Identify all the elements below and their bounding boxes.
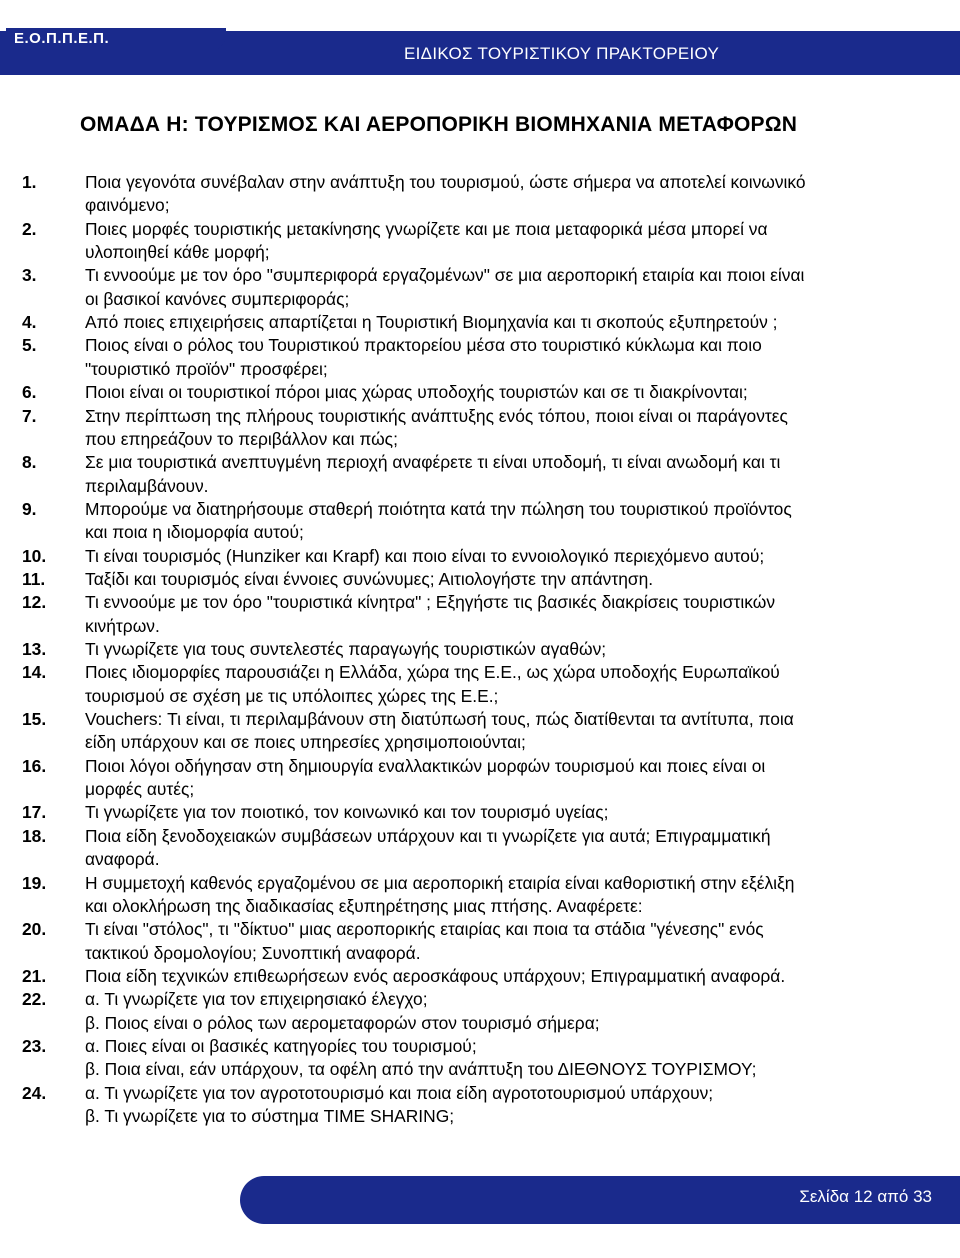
- question-text-line: Τι εννοούμε με τον όρο "συμπεριφορά εργαζομένων" σε μια αεροπορική εταιρία και ποιοι είναι: [85, 265, 805, 286]
- question-number: 7.: [22, 405, 37, 426]
- question-number: 17.: [22, 802, 47, 823]
- question-text-line: Σε μια τουριστικά ανεπτυγμένη περιοχή αναφέρετε τι είναι υποδομή, τι είναι ανωδομή και τι: [85, 452, 781, 473]
- question-number: 9.: [22, 498, 37, 519]
- question-text-line: α. Ποιες είναι οι βασικές κατηγορίες του τουρισμού;: [85, 1035, 477, 1056]
- question-number: 24.: [22, 1082, 47, 1103]
- question-text-line: Από ποιες επιχειρήσεις απαρτίζεται η Τουριστική Βιομηχανία και τι σκοπούς εξυπηρετούν ;: [85, 312, 778, 333]
- question-text-line: φαινόμενο;: [85, 195, 170, 216]
- question-text-line: β. Ποια είναι, εάν υπάρχουν, τα οφέλη από την ανάπτυξη του ΔΙΕΘΝΟΥΣ ΤΟΥΡΙΣΜΟΥ;: [85, 1059, 757, 1080]
- question-text-line: οι βασικοί κανόνες συμπεριφοράς;: [85, 288, 350, 309]
- question-number: 12.: [22, 592, 47, 613]
- question-number: 16.: [22, 755, 47, 776]
- question-text-line: Τι εννοούμε με τον όρο "τουριστικά κίνητρα" ; Εξηγήστε τις βασικές διακρίσεις τουριστικών: [85, 592, 776, 613]
- question-text-line: Ταξίδι και τουρισμός είναι έννοιες συνώνυμες; Αιτιολογήστε την απάντηση.: [85, 568, 654, 589]
- question-number: 2.: [22, 218, 37, 239]
- question-text-line: είδη υπάρχουν και σε ποιες υπηρεσίες χρησιμοποιούνται;: [85, 732, 526, 753]
- question-text-line: Στην περίπτωση της πλήρους τουριστικής ανάπτυξης ενός τόπου, ποιοι είναι οι παράγοντες: [85, 405, 788, 426]
- question-number: 11.: [22, 568, 46, 589]
- question-number: 20.: [22, 919, 47, 940]
- question-text-line: και ολοκλήρωση της διαδικασίας εξυπηρέτησης μιας πτήσης. Αναφέρετε:: [85, 895, 643, 916]
- question-text-line: τακτικού δρομολογίου; Συνοπτική αναφορά.: [85, 942, 421, 963]
- question-text-line: Ποιες ιδιομορφίες παρουσιάζει η Ελλάδα, χώρα της Ε.Ε., ως χώρα υποδοχής Ευρωπαϊκού: [85, 662, 780, 683]
- question-text-line: τουρισμού σε σχέση με τις υπόλοιπες χώρες της Ε.Ε.;: [85, 685, 499, 706]
- question-number: 10.: [22, 545, 47, 566]
- section-title: ΟΜΑΔΑ Η: ΤΟΥΡΙΣΜΟΣ ΚΑΙ ΑΕΡΟΠΟΡΙΚΗ ΒΙΟΜΗΧΑΝΙΑ ΜΕΤΑΦΟΡΩΝ: [80, 113, 798, 136]
- question-text-line: μορφές αυτές;: [85, 779, 195, 800]
- question-number: 8.: [22, 452, 37, 473]
- question-text-line: Ποια είδη ξενοδοχειακών συμβάσεων υπάρχουν και τι γνωρίζετε για αυτά; Επιγραμματική: [85, 825, 771, 846]
- question-number: 3.: [22, 265, 37, 286]
- question-text-line: Τι γνωρίζετε για τον ποιοτικό, τον κοινωνικό και τον τουρισμό υγείας;: [85, 802, 609, 823]
- question-text-line: Μπορούμε να διατηρήσουμε σταθερή ποιότητα κατά την πώληση του τουριστικού προϊόντος: [85, 498, 792, 519]
- question-text-line: αναφορά.: [85, 849, 160, 870]
- question-text-line: Τι γνωρίζετε για τους συντελεστές παραγωγής τουριστικών αγαθών;: [85, 639, 607, 659]
- document-title: ΕΙΔΙΚΟΣ ΤΟΥΡΙΣΤΙΚΟΥ ΠΡΑΚΤΟΡΕΙΟΥ: [404, 44, 720, 63]
- question-text-line: α. Τι γνωρίζετε για τον επιχειρησιακό έλεγχο;: [85, 989, 428, 1010]
- question-text-line: περιλαμβάνουν.: [85, 475, 209, 496]
- question-number: 5.: [22, 335, 37, 356]
- question-text-line: κινήτρων.: [85, 615, 160, 636]
- question-text-line: β. Ποιος είναι ο ρόλος των αερομεταφορών στον τουρισμό σήμερα;: [85, 1012, 600, 1033]
- question-text-line: Ποιοι είναι οι τουριστικοί πόροι μιας χώρας υποδοχής τουριστών και σε τι διακρίνονται;: [85, 382, 748, 403]
- page-number: Σελίδα 12 από 33: [799, 1187, 932, 1206]
- question-number: 18.: [22, 825, 47, 846]
- question-text-line: Vouchers: Τι είναι, τι περιλαμβάνουν στη διατύπωσή τους, πώς διατίθενται τα αντίτυπα, ποια: [85, 709, 794, 730]
- question-number: 23.: [22, 1035, 47, 1056]
- question-text-line: "τουριστικό προϊόν" προσφέρει;: [85, 358, 328, 379]
- question-number: 4.: [22, 312, 37, 333]
- question-text-line: Ποιος είναι ο ρόλος του Τουριστικού πρακτορείου μέσα στο τουριστικό κύκλωμα και ποιο: [85, 335, 762, 356]
- question-text-line: α. Τι γνωρίζετε για τον αγροτοτουρισμό και ποια είδη αγροτοτουρισμού υπάρχουν;: [85, 1082, 714, 1103]
- question-text-line: β. Τι γνωρίζετε για το σύστημα TIME SHARING;: [85, 1105, 455, 1126]
- question-number: 21.: [22, 965, 47, 986]
- organization-name: Ε.Ο.Π.Π.Ε.Π.: [14, 30, 110, 47]
- question-text-line: και ποια η ιδιομορφία αυτού;: [85, 522, 304, 543]
- question-text-line: Ποια είδη τεχνικών επιθεωρήσεων ενός αεροσκάφους υπάρχουν; Επιγραμματική αναφορά.: [85, 965, 786, 986]
- question-number: 6.: [22, 382, 37, 403]
- question-number: 1.: [22, 172, 37, 192]
- question-number: 22.: [22, 989, 47, 1010]
- question-number: 14.: [22, 662, 47, 683]
- question-text-line: Η συμμετοχή καθενός εργαζομένου σε μια αεροπορική εταιρία είναι καθοριστική στην εξέλιξη: [85, 872, 795, 893]
- question-text-line: Τι είναι τουρισμός (Hunziker και Krapf) και ποιο είναι το εννοιολογικό περιεχόμενο αυτού;: [85, 545, 765, 566]
- question-number: 19.: [22, 872, 47, 893]
- question-text-line: που επηρεάζουν το περιβάλλον και πώς;: [85, 428, 398, 449]
- question-text-line: Ποιοι λόγοι οδήγησαν στη δημιουργία εναλλακτικών μορφών τουρισμού και ποιες είναι οι: [85, 755, 766, 776]
- question-text-line: Ποιες μορφές τουριστικής μετακίνησης γνωρίζετε και με ποια μεταφορικά μέσα μπορεί να: [85, 218, 768, 239]
- question-number: 13.: [22, 639, 47, 659]
- question-text-line: Ποια γεγονότα συνέβαλαν στην ανάπτυξη του τουρισμού, ώστε σήμερα να αποτελεί κοινωνικό: [85, 172, 806, 192]
- question-number: 15.: [22, 709, 47, 730]
- question-text-line: υλοποιηθεί κάθε μορφή;: [85, 242, 270, 263]
- question-text-line: Τι είναι "στόλος", τι "δίκτυο" μιας αεροπορικής εταιρίας και ποια τα στάδια "γένεσης" ενός: [85, 919, 764, 940]
